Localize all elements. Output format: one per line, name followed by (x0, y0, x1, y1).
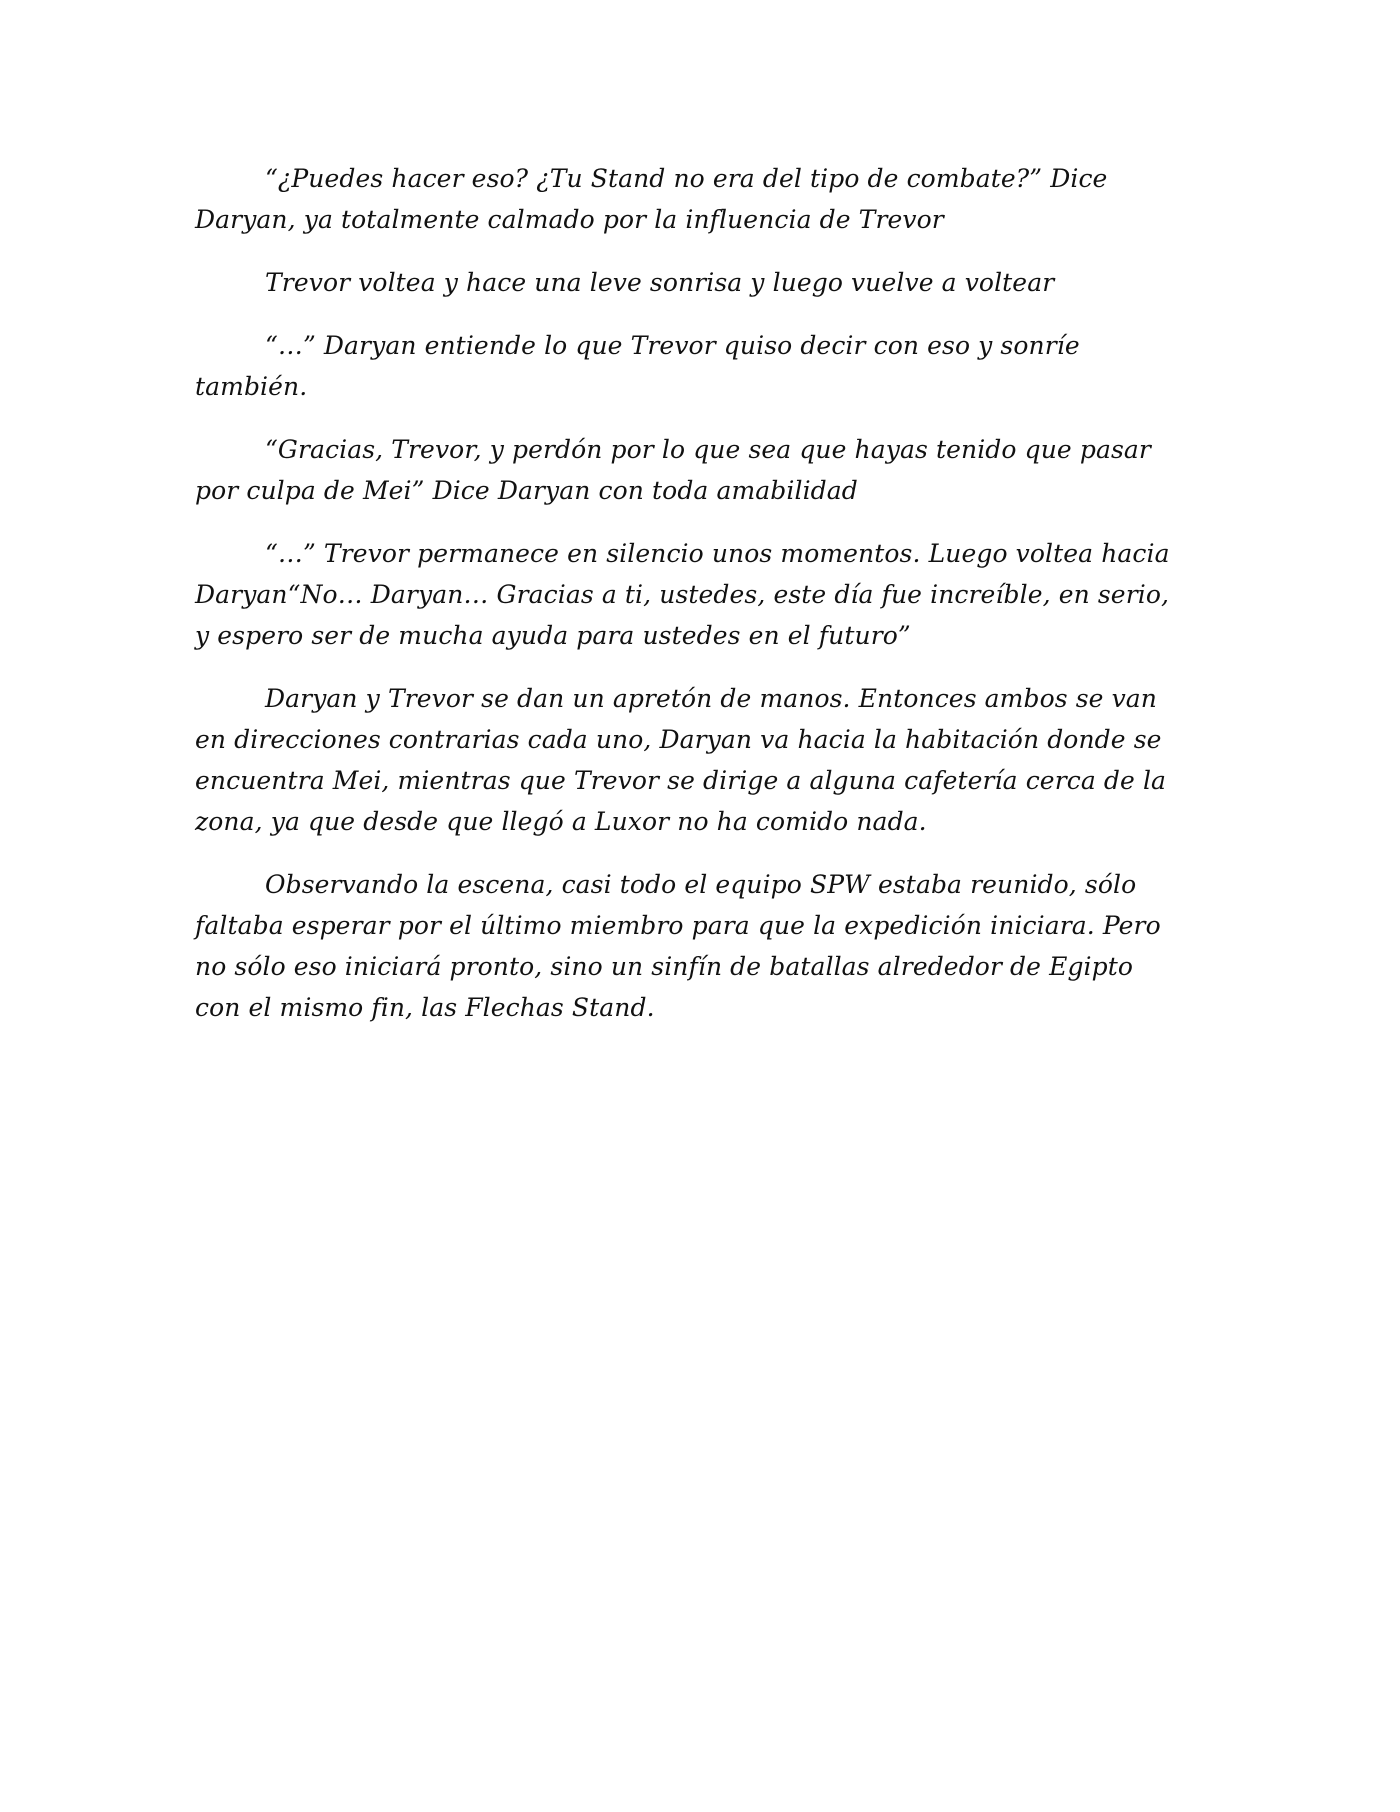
paragraph: Trevor voltea y hace una leve sonrisa y luego vuelve a voltear (265, 268, 1055, 297)
paragraph: “Gracias, Trevor, y perdón por lo que sea que hayas tenido que pasar por culpa de Mei” Dice Daryan con toda amabilidad (195, 435, 1151, 505)
paragraph: “…” Daryan entiende lo que Trevor quiso decir con eso y sonríe también. (195, 331, 1080, 401)
paragraph: “¿Puedes hacer eso? ¿Tu Stand no era del tipo de combate?” Dice Daryan, ya totalmente calmado por la influencia de Trevor (195, 164, 1108, 234)
paragraph: “…” Trevor permanece en silencio unos momentos. Luego voltea hacia Daryan“No… Daryan… Gracias a ti, ustedes, este día fue increíble, en serio, y espero ser de mucha ayuda para ustedes en el futuro” (195, 539, 1170, 650)
paragraph: Daryan y Trevor se dan un apretón de manos. Entonces ambos se van en direcciones contrarias cada uno, Daryan va hacia la habitación donde se encuentra Mei, mientras que Trevor se dirige a alguna cafetería cerca de la zona, ya que desde que llegó a Luxor no ha comido nada. (195, 684, 1167, 836)
body-text (195, 158, 1170, 1050)
paragraph: Observando la escena, casi todo el equipo SPW estaba reunido, sólo faltaba esperar por el último miembro para que la expedición iniciara. Pero no sólo eso iniciará pronto, sino un sinfín de batallas alrededor de Egipto con el mismo fin, las Flechas Stand. (195, 870, 1161, 1022)
